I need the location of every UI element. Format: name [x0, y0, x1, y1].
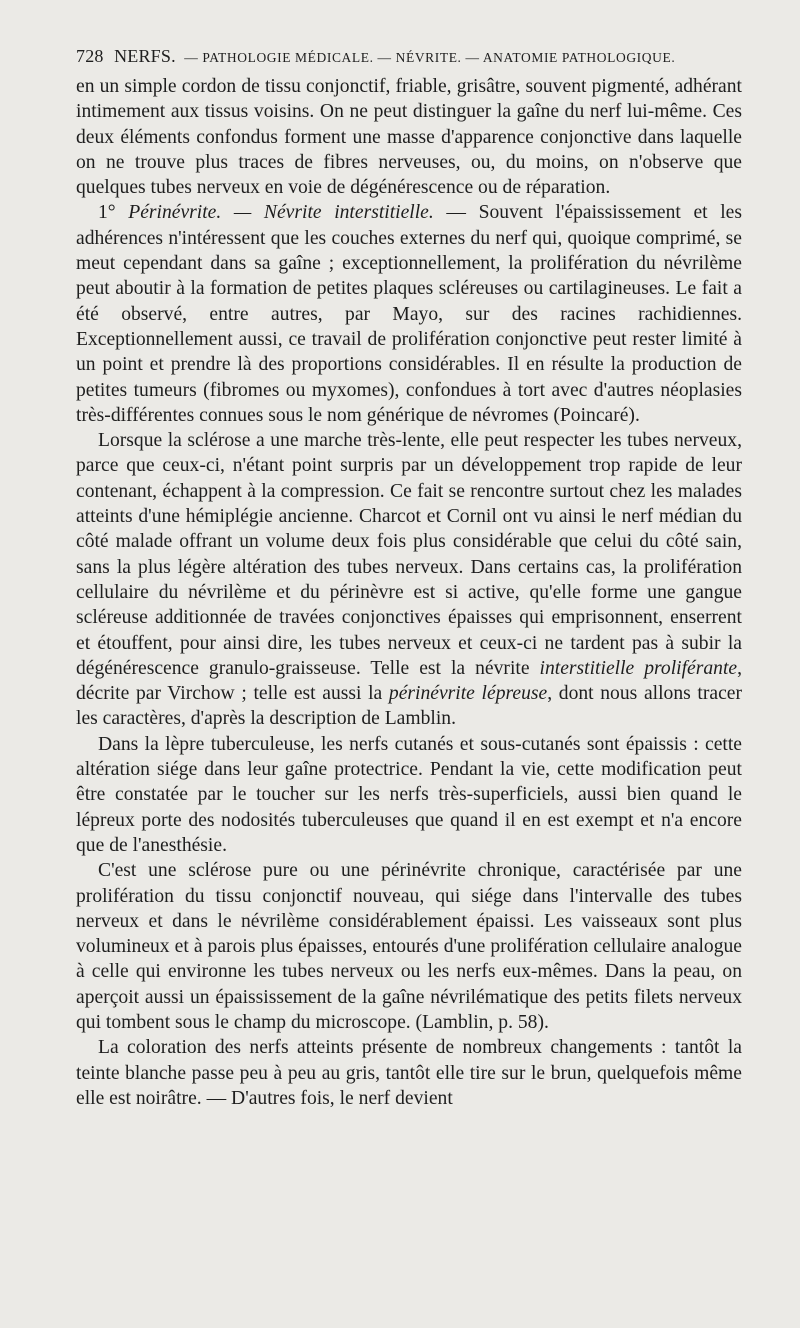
running-header [76, 44, 756, 70]
paragraph-1 [76, 74, 742, 200]
italic-term: périnévrite lépreuse [388, 683, 548, 705]
paragraph-text: La coloration des nerfs atteints présente de nombreux changements : tantôt la teinte blanche passe peu à peu au gris, tantôt elle tire sur le brun, quelquefois même elle est noirâtre. — D'autres fois, le nerf devient [76, 1037, 742, 1109]
section-number: 1° [98, 202, 116, 224]
italic-term: interstitielle proliférante [539, 657, 738, 679]
section-title: NERFS. [114, 46, 176, 66]
paragraph-text: Dans la lèpre tuberculeuse, les nerfs cutanés et sous-cutanés sont épaissis : cette altération siége dans leur gaîne protectrice. Pendant la vie, cette modification peut être constatée par le toucher sur les nerfs très-superficiels, aussi bien quand le lépreux porte des nodosités tuberculeuses que quand il en est exempt et n'a encore que de l'anesthésie. [76, 733, 742, 856]
paragraph-5 [76, 858, 742, 1035]
paragraph-text: , dont nous allons tracer les caractères, d'après la description de Lamblin. [76, 683, 742, 730]
paragraph-text: , décrite par Virchow ; telle est aussi la [76, 657, 743, 705]
paragraph-text: C'est une sclérose pure ou une périnévrite chronique, caractérisée par une prolifération du tissu conjonctif nouveau, qui siége dans l'intervalle des tubes nerveux et dans le névrilème considérablement épaissi. Les vaisseaux sont plus volumineux et à parois plus épaisses, entourés d'une prolifération cellulaire analogue à celle qui environne les tubes nerveux ou les nerfs eux-mêmes. Dans la peau, on aperçoit aussi un épaississement de la gaîne névrilématique des petits filets nerveux qui tombent sous le champ du microscope. (Lamblin, p. 58). [76, 860, 742, 1033]
paragraph-2 [76, 200, 742, 428]
page-number: 728 [76, 46, 104, 66]
paragraph-4 [76, 732, 742, 858]
paragraph-text: — Souvent l'épaississement et les adhérences n'intéressent que les couches externes du nerf qui, quoique comprimé, se meut cependant dans sa gaîne ; exceptionnellement, la prolifération du névrilème peut aboutir à la formation de petites plaques scléreuses ou cartilagineuses. Le fait a été observé, entre autres, par Mayo, sur des racines rachidiennes. Exceptionnellement aussi, ce travail de prolifération conjonctive peut rester limité à un point et prendre là des proportions considérables. Il en résulte la production de petites tumeurs (fibromes ou myxomes), confondues à tort avec d'autres néoplasies très-différentes connues sous le nom générique de névromes (Poincaré). [76, 202, 742, 426]
paragraph-text: en un simple cordon de tissu conjonctif, friable, grisâtre, souvent pigmenté, adhérant intimement aux tissus voisins. On ne peut distinguer la gaîne du nerf lui-même. Ces deux éléments confondus forment une masse d'apparence conjonctive dans laquelle on ne trouve plus traces de fibres nerveuses, ou, du moins, on n'observe que quelques tubes nerveux en voie de dégénérescence ou de réparation. [76, 76, 742, 199]
paragraph-text: Lorsque la sclérose a une marche très-lente, elle peut respecter les tubes nerveux, parce que ceux-ci, n'étant point surpris par un développement trop rapide de leur contenant, échappent à la compression. Ce fait se rencontre surtout chez les malades atteints d'une hémiplégie ancienne. Charcot et Cornil ont vu ainsi le nerf médian du côté malade offrant un volume deux fois plus considérable que celui du côté sain, sans la plus légère altération des tubes nerveux. Dans certains cas, la prolifération cellulaire du névrilème et du périnèvre est si active, qu'elle forme une gangue scléreuse additionnée de travées conjonctives épaisses qui emprisonnent, enserrent et étouffent, pour ainsi dire, les tubes nerveux et ceux-ci ne tardent pas à subir la dégénérescence granulo-graisseuse. Telle est la névrite [76, 430, 742, 679]
running-title: — PATHOLOGIE MÉDICALE. — NÉVRITE. — ANATOMIE PATHOLOGIQUE. [184, 50, 676, 65]
section-heading: Périnévrite. — Névrite interstitielle. [128, 202, 434, 224]
paragraph-6 [76, 1035, 742, 1111]
page-body [76, 74, 742, 1111]
paragraph-3 [76, 428, 742, 732]
